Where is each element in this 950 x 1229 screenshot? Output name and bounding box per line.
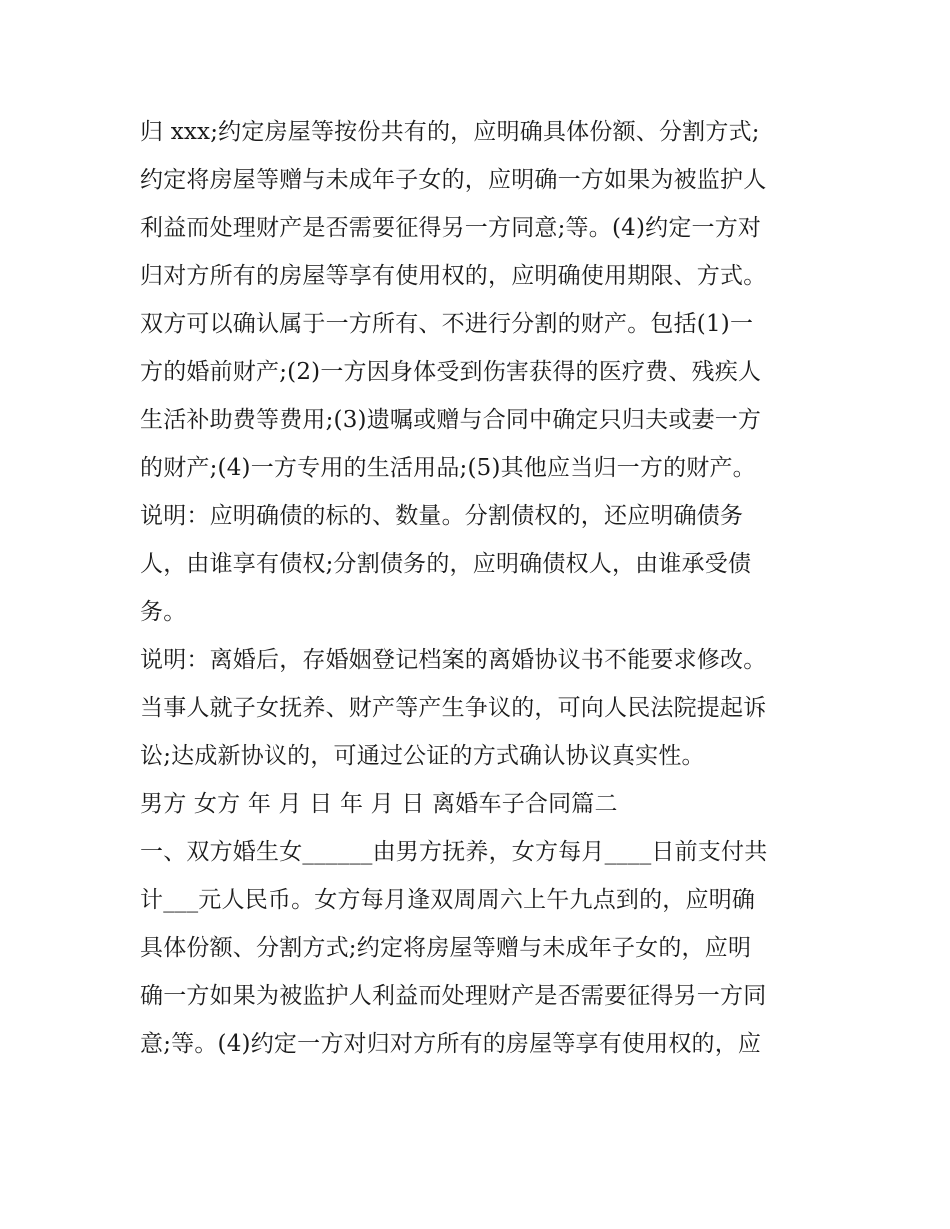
text-line: 的财产;(4)一方专用的生活用品;(5)其他应当归一方的财产。: [140, 455, 756, 481]
text-line: 当事人就子女抚养、财产等产生争议的，可向人民法院提起诉: [140, 695, 767, 721]
text-line: 人，由谁享有债权;分割债务的，应明确债权人，由谁承受债: [140, 551, 752, 577]
text-line: 说明：离婚后，存婚姻登记档案的离婚协议书不能要求修改。: [140, 647, 767, 673]
text-line: 方的婚前财产;(2)一方因身体受到伤害获得的医疗费、残疾人: [140, 359, 762, 385]
text-line: 双方可以确认属于一方所有、不进行分割的财产。包括(1)一: [140, 311, 754, 337]
text-line: 具体份额、分割方式;约定将房屋等赠与未成年子女的，应明: [140, 935, 752, 961]
section-heading: 男方 女方 年 月 日 年 月 日 离婚车子合同篇二: [140, 791, 618, 817]
text-line: 归 xxx;约定房屋等按份共有的，应明确具体份额、分割方式;: [140, 119, 760, 145]
text-line: 归对方所有的房屋等享有使用权的，应明确使用期限、方式。: [140, 263, 767, 289]
text-line: 利益而处理财产是否需要征得另一方同意;等。(4)约定一方对: [140, 215, 762, 241]
text-line: 务。: [140, 599, 187, 625]
text-line: 约定将房屋等赠与未成年子女的，应明确一方如果为被监护人: [140, 167, 767, 193]
text-line: 生活补助费等费用;(3)遗嘱或赠与合同中确定只归夫或妻一方: [140, 407, 762, 433]
text-line: 讼;达成新协议的，可通过公证的方式确认协议真实性。: [140, 743, 705, 769]
text-line: 说明：应明确债的标的、数量。分割债权的，还应明确债务: [140, 503, 744, 529]
text-line: 计___元人民币。女方每月逢双周周六上午九点到的，应明确: [140, 887, 756, 913]
text-line: 确一方如果为被监护人利益而处理财产是否需要征得另一方同: [140, 983, 767, 1009]
document-body: [140, 108, 820, 1068]
text-line: 意;等。(4)约定一方对归对方所有的房屋等享有使用权的，应: [140, 1031, 762, 1057]
text-line: 一、双方婚生女______由男方抚养，女方每月____日前支付共: [140, 839, 768, 865]
